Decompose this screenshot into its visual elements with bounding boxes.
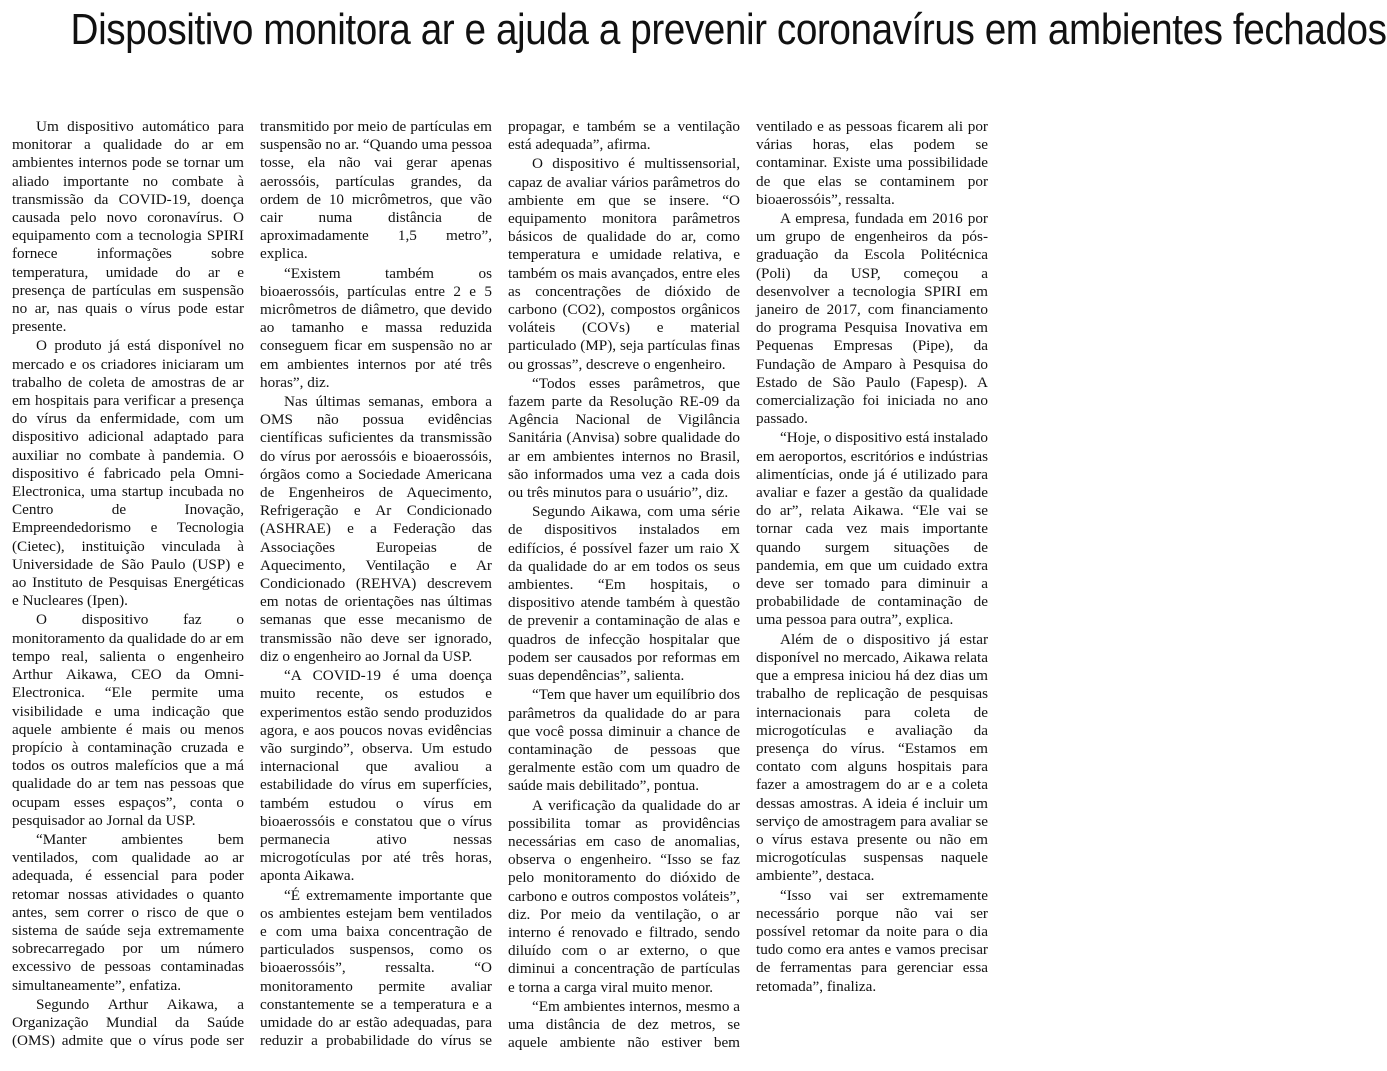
article-paragraph: O dispositivo faz o monitoramento da qualidade do ar em tempo real, salienta o engenheiro Arthur Aikawa, CEO da Omni-Electronica. “Ele permite uma visibilidade e uma indicação que aquele ambiente é mais ou menos propício à contaminação cruzada e todos os outros malefícios que a má qualidade do ar tem nas pessoas que ocupam esses espaços”, conta o pesquisador ao Jornal da USP. (12, 611, 244, 829)
article-paragraph: Além de o dispositivo já estar disponível no mercado, Aikawa relata que a empresa iniciou há dez dias um trabalho de replicação de pesquisas internacionais para coleta de microgotículas e avaliação da presença do vírus. “Estamos em contato com alguns hospitais para fazer a amostragem do ar e a coleta dessas amostras. A ideia é incluir um serviço de amostragem para avaliar se o vírus estava presente ou não em microgotículas suspensas naquele ambiente”, destaca. (756, 630, 988, 885)
article-paragraph: A verificação da qualidade do ar possibilita tomar as providências necessárias em caso de anomalias, observa o engenheiro. “Isso se faz pelo monitoramento do dióxido de carbono e outros compostos voláteis”, diz. Por meio da ventilação, o ar interno é renovado e filtrado, sendo diluído com o ar externo, o que diminui a concentração de partículas e torna a carga viral muito menor. (508, 796, 740, 996)
article-paragraph: “Em ambientes internos, mesmo a uma distância de dez metros, se aquele ambiente não estiver bem ventilado e as pessoas ficarem ali por várias horas, elas podem se contaminar. Existe uma possibilidade de que elas se contaminem por bioaerossóis”, ressalta. (508, 118, 988, 1052)
article-paragraph: “Manter ambientes bem ventilados, com qualidade ao ar adequada, é essencial para poder retomar nossas atividades o quanto antes, sem correr o risco de que o sistema de saúde seja extremamente sobrecarregado por um número excessivo de pessoas contaminadas simultaneamente”, enfatiza. (12, 830, 244, 994)
article-paragraph: Segundo Aikawa, com uma série de dispositivos instalados em edifícios, é possível fazer um raio X da qualidade do ar em todos os seus ambientes. “Em hospitais, o dispositivo atende também à questão de prevenir a contaminação de alas e quadros de infecção hospitalar que podem ser causados por reformas em suas dependências”, salienta. (508, 503, 740, 685)
article-paragraph: “Todos esses parâmetros, que fazem parte da Resolução RE-09 da Agência Nacional de Vigilância Sanitária (Anvisa) sobre qualidade do ar em ambientes internos no Brasil, são informados uma vez a cada dois ou três minutos para o usuário”, diz. (508, 374, 740, 502)
article-headline: Dispositivo monitora ar e ajuda a prevenir coronavírus em ambientes fechados (70, 5, 1387, 54)
article-paragraph: O dispositivo é multissensorial, capaz de avaliar vários parâmetros do ambiente em que se insere. “O equipamento monitora parâmetros básicos de qualidade do ar, como temperatura e umidade relativa, e também os mais avançados, entre eles as concentrações de dióxido de carbono (CO2), compostos orgânicos voláteis (COVs) e material particulado (MP), seja partículas finas ou grossas”, descreve o engenheiro. (508, 155, 740, 373)
article-paragraph: “A COVID-19 é uma doença muito recente, os estudos e experimentos estão sendo produzidos agora, e aos poucos novas evidências vão surgindo”, observa. Um estudo internacional que avaliou a estabilidade do vírus em superfícies, também estudou o vírus em bioaerossóis e constatou que o vírus permanecia ativo nessas microgotículas por até três horas, aponta Aikawa. (260, 667, 492, 885)
article-paragraph: “Existem também os bioaerossóis, partículas entre 2 e 5 micrômetros de diâmetro, que devido ao tamanho e massa reduzida conseguem ficar em suspensão no ar em ambientes internos por até três horas”, diz. (260, 264, 492, 391)
article-body (12, 118, 988, 1064)
article-paragraph: Segundo Arthur Aikawa, a Organização Mundial da Saúde (OMS) admite que o vírus pode ser transmitido por meio de partículas em suspensão no ar. “Quando uma pessoa tosse, ela não vai gerar apenas aerossóis, partículas grandes, da ordem de 10 micrômetros, que vão cair numa distância de aproximadamente 1,5 metro”, explica. (12, 118, 492, 1050)
article-paragraph: “Hoje, o dispositivo está instalado em aeroportos, escritórios e indústrias alimentícias, onde já é utilizado para avaliar e fazer a gestão da qualidade do ar”, relata Aikawa. “Ele vai se tornar cada vez mais importante quando surgem situações de pandemia, em que um cuidado extra deve ser tomado para diminuir a probabilidade de contaminação de uma pessoa para outra”, explica. (756, 429, 988, 629)
article-paragraph: “Tem que haver um equilíbrio dos parâmetros da qualidade do ar para que você possa diminuir a chance de contaminação de pessoas que geralmente estão com um quadro de saúde mais debilitado”, pontua. (508, 686, 740, 795)
article-paragraph: A empresa, fundada em 2016 por um grupo de engenheiros da pós-graduação da Escola Politécnica (Poli) da USP, começou a desenvolver a tecnologia SPIRI em janeiro de 2017, com financiamento do programa Pesquisa Inovativa em Pequenas Empresas (Pipe), da Fundação de Amparo à Pesquisa do Estado de São Paulo (Fapesp). A comercialização foi iniciada no ano passado. (756, 210, 988, 428)
article-paragraph: “É extremamente importante que os ambientes estejam bem ventilados e com uma baixa concentração de particulados suspensos, como os bioaerossóis”, ressalta. “O monitoramento permite avaliar constantemente se a temperatura e a umidade do ar estão adequadas, para reduzir a probabilidade do vírus se propagar, e também se a ventilação está adequada”, afirma. (260, 118, 740, 1050)
article-paragraph: O produto já está disponível no mercado e os criadores iniciaram um trabalho de coleta de amostras de ar em hospitais para verificar a presença do vírus da enfermidade, com um dispositivo adicional adaptado para auxiliar no combate à pandemia. O dispositivo é fabricado pela Omni-Electronica, uma startup incubada no Centro de Inovação, Empreendedorismo e Tecnologia (Cietec), instituição vinculada à Universidade de São Paulo (USP) e ao Instituto de Pesquisas Energéticas e Nucleares (Ipen). (12, 337, 244, 610)
article-paragraph: Nas últimas semanas, embora a OMS não possua evidências científicas suficientes da transmissão do vírus por aerossóis e bioaerossóis, órgãos como a Sociedade Americana de Engenheiros de Aquecimento, Refrigeração e Ar Condicionado (ASHRAE) e a Federação das Associações Europeias de Aquecimento, Ventilação e Ar Condicionado (REHVA) descrevem em notas de orientações nas últimas semanas que esse mecanismo de transmissão não deve ser ignorado, diz o engenheiro ao Jornal da USP. (260, 393, 492, 665)
article-paragraph: Um dispositivo automático para monitorar a qualidade do ar em ambientes internos pode se tornar um aliado importante no combate à transmissão da COVID-19, doença causada pelo novo coronavírus. O equipamento com a tecnologia SPIRI fornece informações sobre temperatura, umidade do ar e presença de partículas em suspensão no ar, nas quais o vírus pode estar presente. (12, 118, 244, 336)
article-paragraph: “Isso vai ser extremamente necessário porque não vai ser possível retomar da noite para o dia tudo como era antes e vamos precisar de ferramentas para gerenciar essa retomada”, finaliza. (756, 886, 988, 995)
